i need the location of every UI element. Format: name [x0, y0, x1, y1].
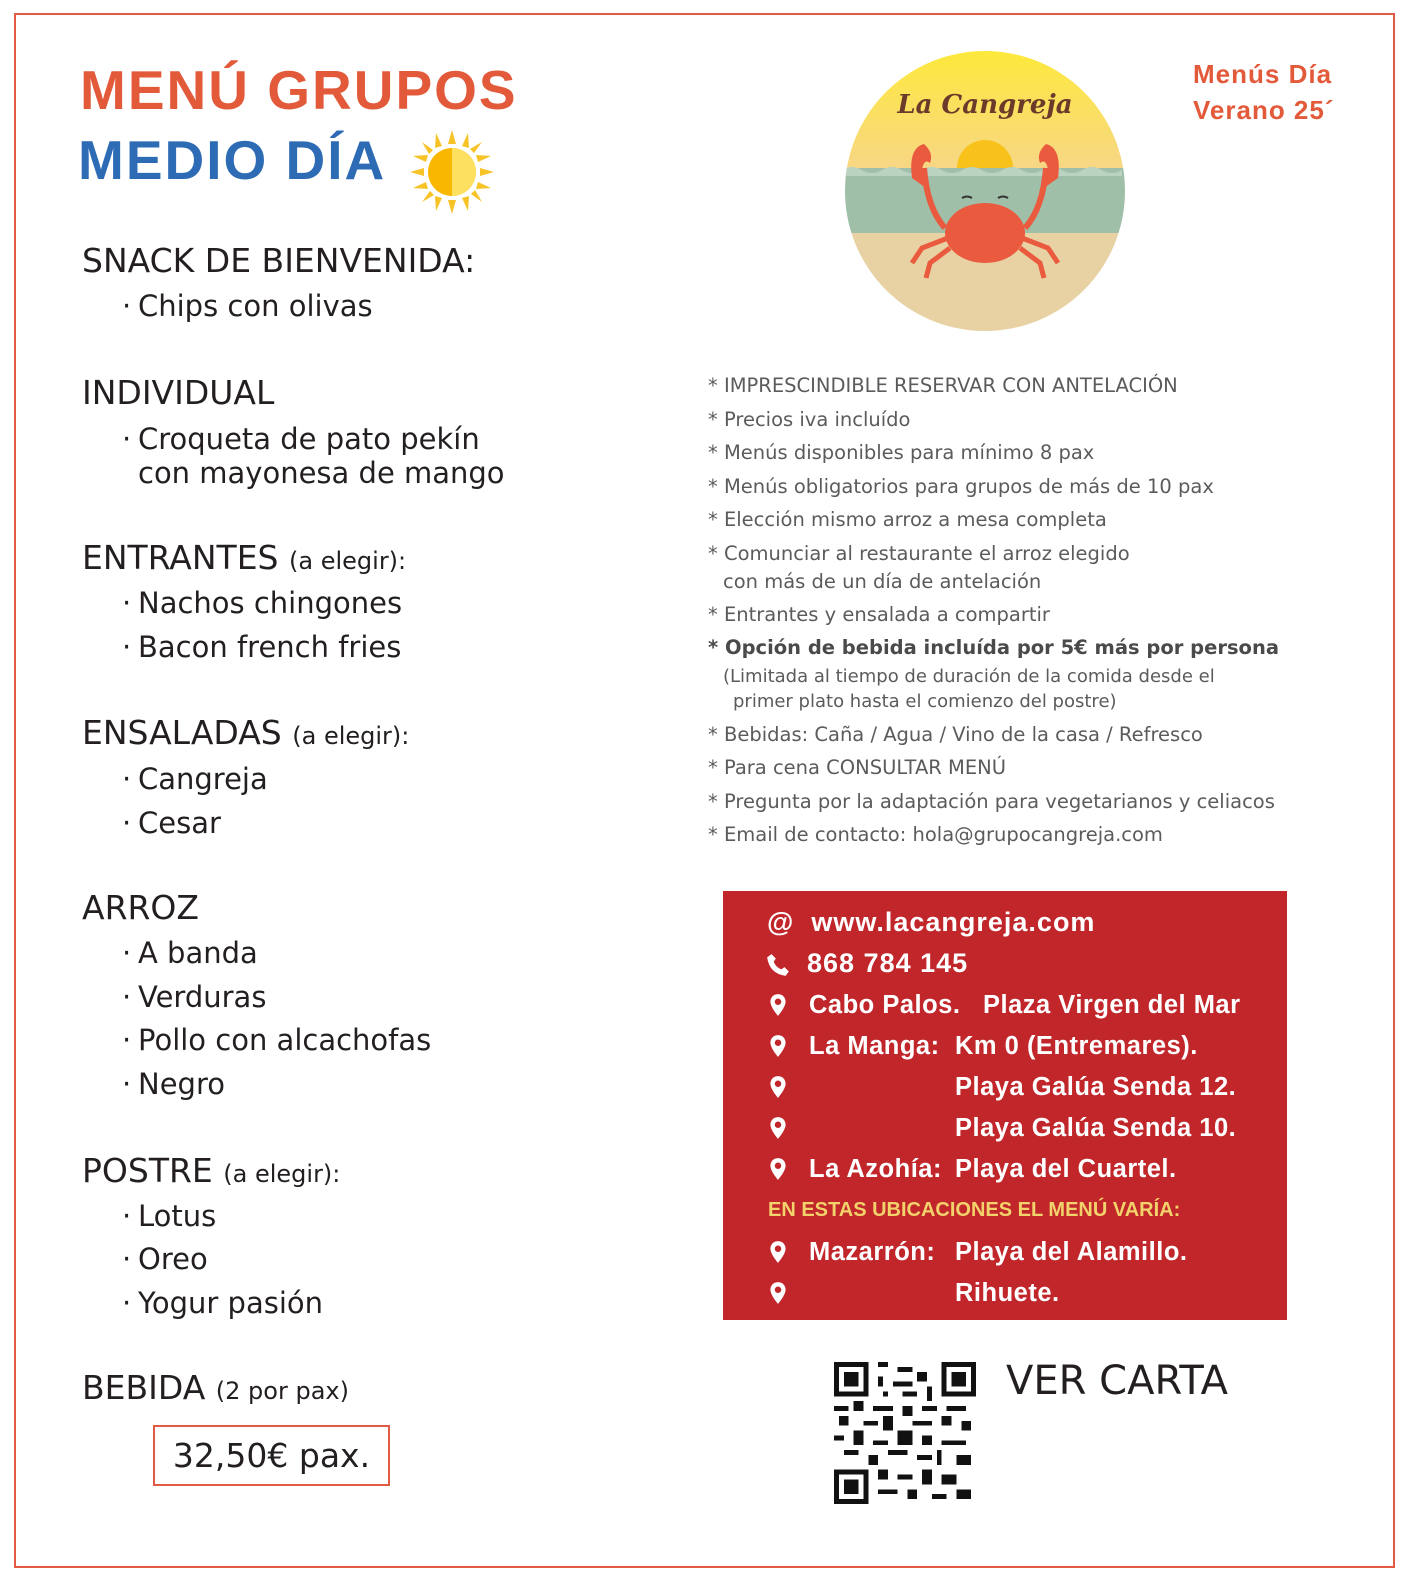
- ensaladas-heading: ENSALADAS (a elegir):: [82, 713, 410, 752]
- location-pin-icon: [765, 1280, 791, 1306]
- location-detail: Rihuete.: [955, 1279, 1060, 1307]
- location-detail: Plaza Virgen del Mar: [983, 991, 1241, 1019]
- postre-heading: POSTRE (a elegir):: [82, 1151, 341, 1190]
- qr-code[interactable]: [834, 1362, 976, 1504]
- page-title: MENÚ GRUPOS: [80, 59, 518, 121]
- note-line: primer plato hasta el comienzo del postre): [733, 691, 1117, 712]
- list-item: · Bacon french fries: [122, 630, 402, 664]
- note-line: * Para cena CONSULTAR MENÚ: [708, 756, 1007, 779]
- list-item: · Verduras: [122, 980, 267, 1014]
- note-line: * Menús obligatorios para grupos de más de 10 pax: [708, 475, 1214, 498]
- page-subtitle: MEDIO DÍA: [78, 129, 387, 191]
- list-item: · Nachos chingones: [122, 586, 403, 620]
- location-detail: Km 0 (Entremares).: [955, 1032, 1198, 1060]
- note-line: * Entrantes y ensalada a compartir: [708, 603, 1050, 626]
- menu-varies-warning: EN ESTAS UBICACIONES EL MENÚ VARÍA:: [768, 1199, 1181, 1221]
- price-box: 32,50€ pax.: [153, 1425, 390, 1486]
- ver-carta-label[interactable]: VER CARTA: [1006, 1358, 1229, 1404]
- list-item: · Oreo: [122, 1242, 208, 1276]
- snack-heading: SNACK DE BIENVENIDA:: [82, 241, 476, 280]
- arroz-heading: ARROZ: [82, 888, 200, 927]
- note-line: * Bebidas: Caña / Agua / Vino de la casa / Refresco: [708, 723, 1203, 746]
- location-pin-icon: [765, 992, 791, 1018]
- list-item: · Croqueta de pato pekín: [122, 422, 480, 456]
- tagline: Menús Día Verano 25´: [1193, 59, 1335, 125]
- crab-logo-icon: [842, 48, 1128, 334]
- note-line: * Elección mismo arroz a mesa completa: [708, 508, 1107, 531]
- location-place: Mazarrón:: [809, 1238, 936, 1266]
- location-detail: Playa del Cuartel.: [955, 1155, 1177, 1183]
- list-item: · Cangreja: [122, 762, 268, 796]
- location-pin-icon: [765, 1115, 791, 1141]
- location-pin-icon: [765, 1156, 791, 1182]
- logo-text: La Cangreja: [897, 90, 1073, 120]
- website-link[interactable]: @ www.lacangreja.com: [767, 907, 1096, 937]
- location-pin-icon: [765, 1033, 791, 1059]
- list-item: · A banda: [122, 936, 258, 970]
- note-line: * Precios iva incluído: [708, 408, 911, 431]
- note-line: * IMPRESCINDIBLE RESERVAR CON ANTELACIÓN: [708, 374, 1178, 397]
- list-item: · Chips con olivas: [122, 289, 373, 323]
- note-line: con más de un día de antelación: [723, 570, 1042, 593]
- sun-icon: [408, 128, 496, 216]
- location-pin-icon: [765, 1239, 791, 1265]
- phone-number[interactable]: 868 784 145: [807, 948, 969, 978]
- note-line: * Email de contacto: hola@grupocangreja.com: [708, 823, 1163, 846]
- list-item: con mayonesa de mango: [138, 456, 505, 490]
- location-pin-icon: [765, 1074, 791, 1100]
- note-line: (Limitada al tiempo de duración de la comida desde el: [723, 666, 1215, 687]
- location-detail: Playa Galúa Senda 10.: [955, 1114, 1237, 1142]
- list-item: · Negro: [122, 1067, 225, 1101]
- entrantes-heading: ENTRANTES (a elegir):: [82, 538, 407, 577]
- location-place: La Manga:: [809, 1032, 940, 1060]
- list-item: · Pollo con alcachofas: [122, 1023, 432, 1057]
- contact-box: [723, 891, 1287, 1320]
- location-place: Cabo Palos.: [809, 991, 961, 1019]
- phone-icon: [765, 952, 791, 978]
- bebida-heading: BEBIDA (2 por pax): [82, 1368, 349, 1407]
- location-detail: Playa del Alamillo.: [955, 1238, 1188, 1266]
- list-item: · Lotus: [122, 1199, 217, 1233]
- individual-heading: INDIVIDUAL: [82, 373, 275, 412]
- location-place: La Azohía:: [809, 1155, 942, 1183]
- note-line: * Comunciar al restaurante el arroz elegido: [708, 542, 1130, 565]
- list-item: · Yogur pasión: [122, 1286, 324, 1320]
- note-line: * Menús disponibles para mínimo 8 pax: [708, 441, 1095, 464]
- note-line: * Opción de bebida incluída por 5€ más por persona: [708, 636, 1279, 659]
- location-detail: Playa Galúa Senda 12.: [955, 1073, 1237, 1101]
- list-item: · Cesar: [122, 806, 221, 840]
- note-line: * Pregunta por la adaptación para vegetarianos y celiacos: [708, 790, 1275, 813]
